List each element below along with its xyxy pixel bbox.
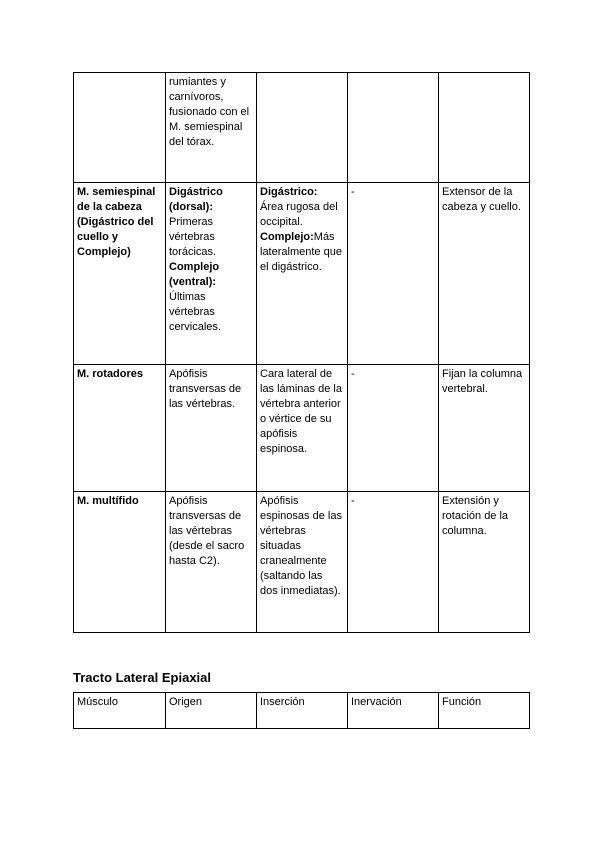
insertion-part-text: Más lateralmente que el digástrico. (260, 231, 342, 273)
header-function: Función (439, 693, 530, 729)
insertion-cell (257, 183, 348, 365)
header-insertion: Inserción (257, 693, 348, 729)
function-cell: Extensor de la cabeza y cuello. (439, 183, 530, 365)
header-innervation: Inervación (348, 693, 439, 729)
header-origin: Origen (166, 693, 257, 729)
muscle-cell: M. semiespinal de la cabeza (Digástrico del cuello y Complejo) (74, 183, 166, 365)
origin-part-text: Primeras vértebras torácicas. (169, 216, 217, 258)
muscle-cell: M. multífido (74, 492, 166, 633)
section-title: Tracto Lateral Epiaxial (73, 670, 212, 685)
header-muscle: Músculo (74, 693, 166, 729)
insertion-cell (257, 73, 348, 183)
muscle-cell (74, 73, 166, 183)
insertion-part-label: Digástrico: (260, 186, 318, 198)
innervation-cell (348, 73, 439, 183)
origin-part-text: Últimas vértebras cervicales. (169, 291, 221, 333)
function-cell (439, 73, 530, 183)
table-row (74, 183, 530, 365)
lateral-tract-table (73, 692, 530, 729)
origin-cell (166, 183, 257, 365)
table-header-row (74, 693, 530, 729)
insertion-part-text: Área rugosa del occipital. (260, 201, 338, 228)
table-row (74, 365, 530, 492)
innervation-cell: - (348, 365, 439, 492)
origin-part-label: Complejo (ventral): (169, 261, 220, 288)
origin-cell: Apófisis transversas de las vértebras. (166, 365, 257, 492)
insertion-part-label: Complejo: (260, 231, 314, 243)
insertion-cell: Apófisis espinosas de las vértebras situadas cranealmente (saltando las dos inmediatas). (257, 492, 348, 633)
insertion-cell: Cara lateral de las láminas de la vértebra anterior o vértice de su apófisis espinosa. (257, 365, 348, 492)
innervation-cell: - (348, 492, 439, 633)
function-cell: Fijan la columna vertebral. (439, 365, 530, 492)
innervation-cell: - (348, 183, 439, 365)
table-row (74, 492, 530, 633)
origin-part-label: Digástrico (dorsal): (169, 186, 223, 213)
function-cell: Extensión y rotación de la columna. (439, 492, 530, 633)
table-row (74, 73, 530, 183)
muscle-table (73, 72, 530, 633)
muscle-cell: M. rotadores (74, 365, 166, 492)
origin-cell: rumiantes y carnívoros, fusionado con el M. semiespinal del tórax. (166, 73, 257, 183)
origin-cell: Apófisis transversas de las vértebras (desde el sacro hasta C2). (166, 492, 257, 633)
